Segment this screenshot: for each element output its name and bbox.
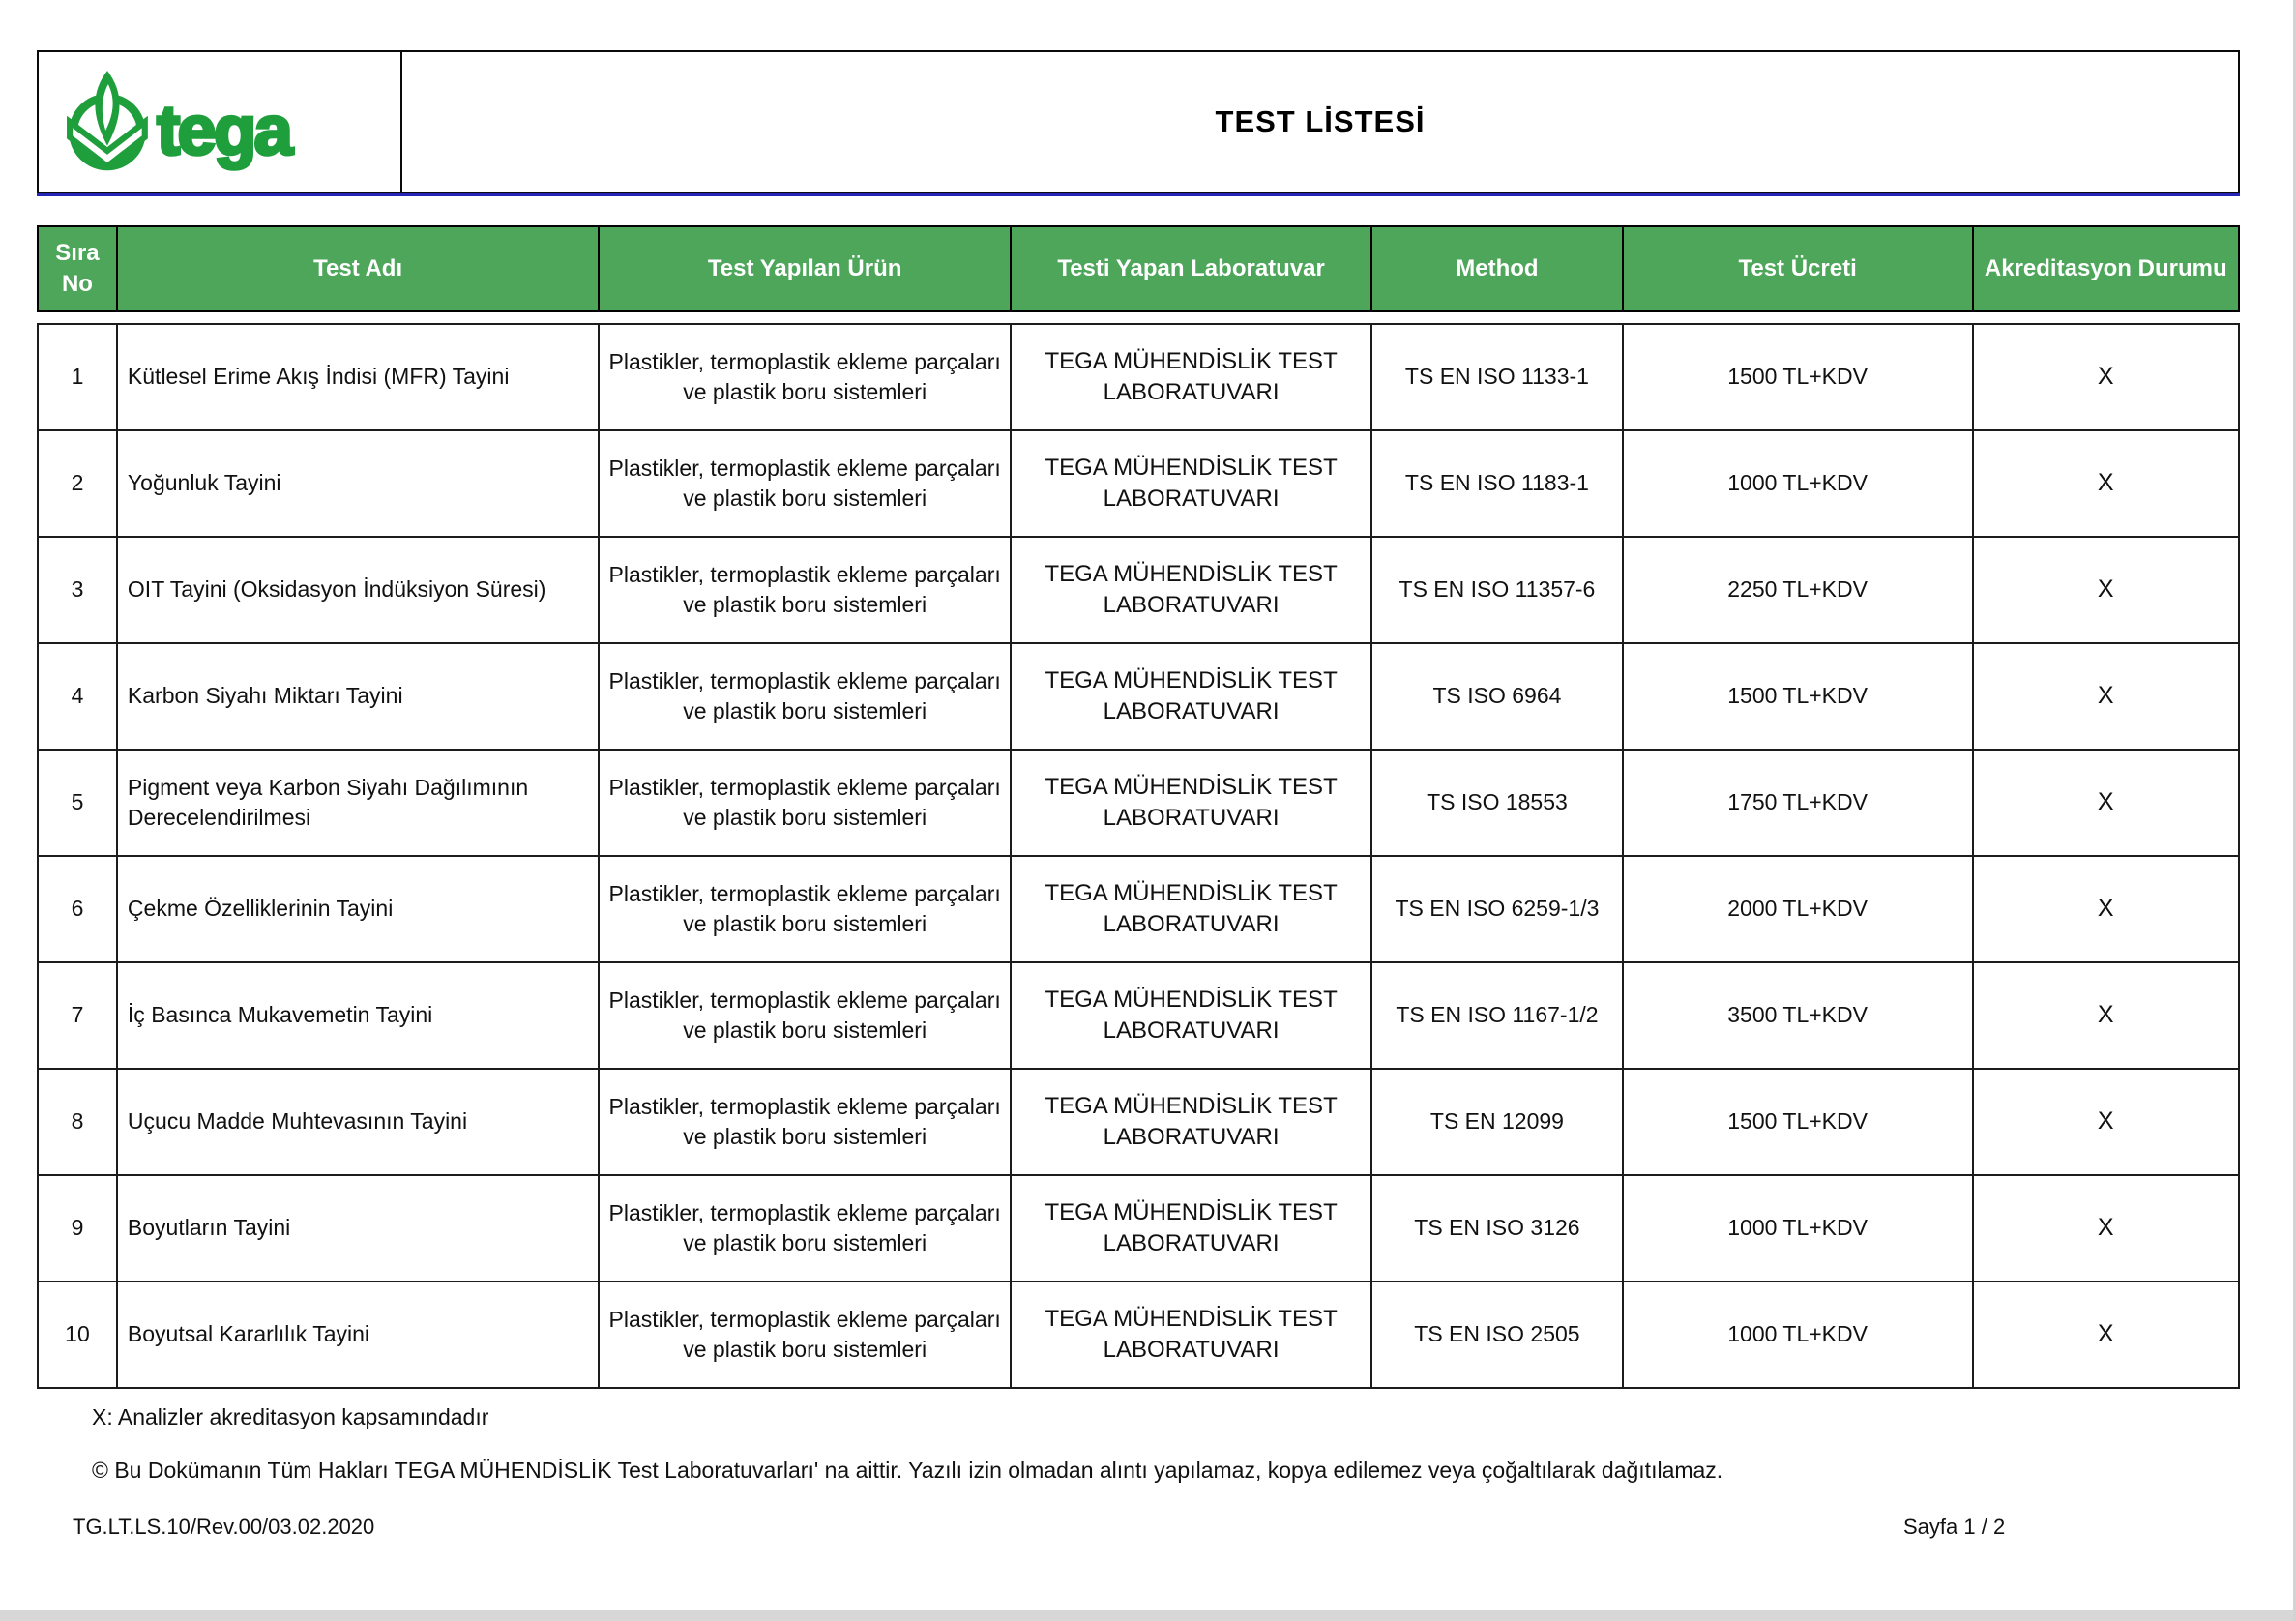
cell-test_adi: Karbon Siyahı Miktarı Tayini <box>117 643 599 750</box>
cell-no: 3 <box>38 537 117 643</box>
cell-test_adi: Pigment veya Karbon Siyahı Dağılımının Derecelendirilmesi <box>117 750 599 856</box>
cell-no: 4 <box>38 643 117 750</box>
cell-ucret: 1000 TL+KDV <box>1623 1175 1973 1282</box>
cell-urun: Plastikler, termoplastik ekleme parçaları ve plastik boru sistemleri <box>599 962 1011 1069</box>
column-header-ucret: Test Ücreti <box>1623 226 1973 311</box>
cell-no: 6 <box>38 856 117 962</box>
table-row <box>38 1175 2239 1282</box>
cell-no: 7 <box>38 962 117 1069</box>
table-row <box>38 324 2239 430</box>
window-bottom-edge <box>0 1610 2296 1621</box>
table-header-row <box>38 226 2239 311</box>
cell-no: 2 <box>38 430 117 537</box>
accreditation-note: X: Analizler akreditasyon kapsamındadır <box>92 1404 489 1429</box>
cell-urun: Plastikler, termoplastik ekleme parçaları ve plastik boru sistemleri <box>599 430 1011 537</box>
cell-akreditasyon: X <box>1973 324 2239 430</box>
cell-test_adi: OIT Tayini (Oksidasyon İndüksiyon Süresi) <box>117 537 599 643</box>
cell-lab: TEGA MÜHENDİSLİK TEST LABORATUVARI <box>1011 324 1371 430</box>
cell-test_adi: Kütlesel Erime Akış İndisi (MFR) Tayini <box>117 324 599 430</box>
cell-no: 9 <box>38 1175 117 1282</box>
column-header-no: Sıra No <box>38 226 117 311</box>
cell-akreditasyon: X <box>1973 750 2239 856</box>
table-row <box>38 643 2239 750</box>
cell-test_adi: Yoğunluk Tayini <box>117 430 599 537</box>
column-header-method: Method <box>1371 226 1622 311</box>
cell-lab: TEGA MÜHENDİSLİK TEST LABORATUVARI <box>1011 1175 1371 1282</box>
table-row <box>38 1282 2239 1388</box>
column-header-test_adi: Test Adı <box>117 226 599 311</box>
cell-method: TS ISO 18553 <box>1371 750 1622 856</box>
cell-method: TS EN ISO 1133-1 <box>1371 324 1622 430</box>
cell-no: 1 <box>38 324 117 430</box>
cell-lab: TEGA MÜHENDİSLİK TEST LABORATUVARI <box>1011 1069 1371 1175</box>
page-title: TEST LİSTESİ <box>1215 104 1426 138</box>
cell-method: TS EN ISO 1183-1 <box>1371 430 1622 537</box>
logo-wordmark: TEGA <box>157 92 291 170</box>
test-table-body <box>38 324 2239 1388</box>
cell-urun: Plastikler, termoplastik ekleme parçaları ve plastik boru sistemleri <box>599 537 1011 643</box>
cell-urun: Plastikler, termoplastik ekleme parçaları ve plastik boru sistemleri <box>599 750 1011 856</box>
table-row <box>38 537 2239 643</box>
cell-lab: TEGA MÜHENDİSLİK TEST LABORATUVARI <box>1011 1282 1371 1388</box>
test-table-header <box>37 225 2240 312</box>
document-footer-line <box>73 1515 2240 1544</box>
column-header-akreditasyon: Akreditasyon Durumu <box>1973 226 2239 311</box>
cell-urun: Plastikler, termoplastik ekleme parçaları ve plastik boru sistemleri <box>599 1175 1011 1282</box>
cell-ucret: 2000 TL+KDV <box>1623 856 1973 962</box>
cell-method: TS ISO 6964 <box>1371 643 1622 750</box>
cell-akreditasyon: X <box>1973 537 2239 643</box>
cell-ucret: 3500 TL+KDV <box>1623 962 1973 1069</box>
cell-lab: TEGA MÜHENDİSLİK TEST LABORATUVARI <box>1011 537 1371 643</box>
document-header <box>37 50 2240 196</box>
title-box <box>402 50 2240 193</box>
cell-lab: TEGA MÜHENDİSLİK TEST LABORATUVARI <box>1011 430 1371 537</box>
copyright-note: © Bu Dokümanın Tüm Hakları TEGA MÜHENDİSLİK Test Laboratuvarları' na aittir. Yazılı izin olmadan alıntı yapılamaz, kopya edilemez veya çoğaltılarak dağıtılamaz. <box>92 1458 1723 1483</box>
cell-ucret: 1500 TL+KDV <box>1623 324 1973 430</box>
cell-ucret: 2250 TL+KDV <box>1623 537 1973 643</box>
table-row <box>38 430 2239 537</box>
cell-ucret: 1750 TL+KDV <box>1623 750 1973 856</box>
cell-no: 8 <box>38 1069 117 1175</box>
cell-akreditasyon: X <box>1973 962 2239 1069</box>
cell-method: TS EN ISO 6259-1/3 <box>1371 856 1622 962</box>
document-page <box>37 50 2240 1544</box>
cell-urun: Plastikler, termoplastik ekleme parçaları ve plastik boru sistemleri <box>599 1282 1011 1388</box>
cell-lab: TEGA MÜHENDİSLİK TEST LABORATUVARI <box>1011 643 1371 750</box>
cell-akreditasyon: X <box>1973 1282 2239 1388</box>
cell-ucret: 1000 TL+KDV <box>1623 1282 1973 1388</box>
cell-urun: Plastikler, termoplastik ekleme parçaları ve plastik boru sistemleri <box>599 643 1011 750</box>
cell-test_adi: Boyutların Tayini <box>117 1175 599 1282</box>
table-row <box>38 750 2239 856</box>
table-row <box>38 856 2239 962</box>
cell-urun: Plastikler, termoplastik ekleme parçaları ve plastik boru sistemleri <box>599 856 1011 962</box>
tega-logo-icon <box>56 62 346 182</box>
cell-test_adi: Uçucu Madde Muhtevasının Tayini <box>117 1069 599 1175</box>
page-number: Sayfa 1 / 2 <box>1903 1515 2006 1539</box>
cell-akreditasyon: X <box>1973 1175 2239 1282</box>
cell-no: 10 <box>38 1282 117 1388</box>
cell-test_adi: Çekme Özelliklerinin Tayini <box>117 856 599 962</box>
cell-method: TS EN ISO 1167-1/2 <box>1371 962 1622 1069</box>
test-table <box>37 323 2240 1389</box>
cell-no: 5 <box>38 750 117 856</box>
cell-akreditasyon: X <box>1973 643 2239 750</box>
cell-test_adi: Boyutsal Kararlılık Tayini <box>117 1282 599 1388</box>
cell-method: TS EN ISO 11357-6 <box>1371 537 1622 643</box>
table-row <box>38 962 2239 1069</box>
cell-urun: Plastikler, termoplastik ekleme parçaları ve plastik boru sistemleri <box>599 1069 1011 1175</box>
cell-method: TS EN ISO 2505 <box>1371 1282 1622 1388</box>
cell-ucret: 1500 TL+KDV <box>1623 643 1973 750</box>
cell-test_adi: İç Basınca Mukavemetin Tayini <box>117 962 599 1069</box>
document-code: TG.LT.LS.10/Rev.00/03.02.2020 <box>73 1515 375 1539</box>
cell-lab: TEGA MÜHENDİSLİK TEST LABORATUVARI <box>1011 856 1371 962</box>
cell-akreditasyon: X <box>1973 430 2239 537</box>
column-header-lab: Testi Yapan Laboratuvar <box>1011 226 1371 311</box>
table-row <box>38 1069 2239 1175</box>
logo-box <box>37 50 402 193</box>
column-header-urun: Test Yapılan Ürün <box>599 226 1011 311</box>
cell-ucret: 1500 TL+KDV <box>1623 1069 1973 1175</box>
cell-method: TS EN ISO 3126 <box>1371 1175 1622 1282</box>
cell-akreditasyon: X <box>1973 1069 2239 1175</box>
cell-lab: TEGA MÜHENDİSLİK TEST LABORATUVARI <box>1011 962 1371 1069</box>
cell-urun: Plastikler, termoplastik ekleme parçaları ve plastik boru sistemleri <box>599 324 1011 430</box>
cell-ucret: 1000 TL+KDV <box>1623 430 1973 537</box>
cell-akreditasyon: X <box>1973 856 2239 962</box>
cell-method: TS EN 12099 <box>1371 1069 1622 1175</box>
cell-lab: TEGA MÜHENDİSLİK TEST LABORATUVARI <box>1011 750 1371 856</box>
